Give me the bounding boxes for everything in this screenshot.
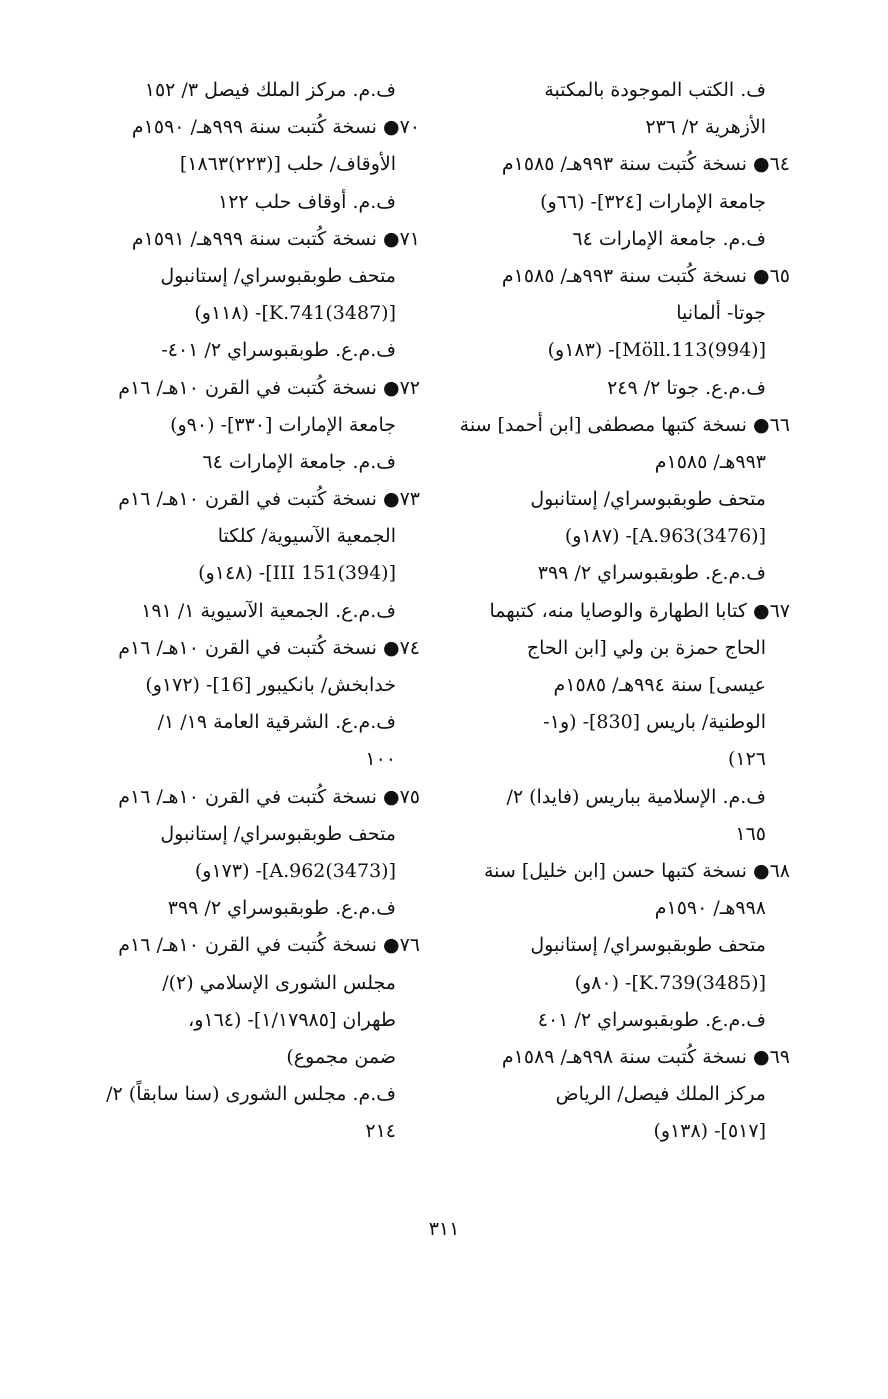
text-line: جامعة الإمارات [٣٣٠]- (٩٠و): [170, 413, 396, 436]
text-line: متحف طوبقبوسراي/ إستانبول: [160, 822, 396, 845]
text-line: ٧٤● نسخة كُتبت في القرن ١٠هـ/ ١٦م: [118, 636, 420, 659]
text-line: ف.م.ع. طوبقبوسراي ٢/ ٣٩٩: [167, 897, 396, 920]
page-number: ٣١١: [428, 1218, 460, 1240]
text-line: ف.م. مجلس الشورى (سنا سابقاً) ٢/: [106, 1083, 396, 1106]
text-line: عيسى] سنة ٩٩٤هـ/ ١٥٨٥م: [553, 674, 766, 696]
text-line: [III 151(394)]- (١٤٨و): [198, 562, 396, 585]
text-line: ٦٤● نسخة كُتبت سنة ٩٩٣هـ/ ١٥٨٥م: [501, 153, 790, 176]
text-line: الأوقاف/ حلب [(٢٢٣)١٨٦٣]: [179, 153, 396, 176]
text-line: ٧٦● نسخة كُتبت في القرن ١٠هـ/ ١٦م: [118, 934, 420, 957]
text-line: [Möll.113(994)]- (١٨٣و): [547, 339, 766, 362]
text-line: ف.م.ع. الجمعية الآسيوية ١/ ١٩١: [141, 599, 396, 622]
text-line: [A.963(3476)]- (١٨٧و): [564, 525, 766, 548]
text-line: ٦٦● نسخة كتبها مصطفى [ابن أحمد] سنة: [459, 413, 790, 436]
text-line: [A.962(3473)]- (١٧٣و): [194, 859, 396, 882]
text-line: ٢١٤: [365, 1120, 396, 1143]
text-line: مركز الملك فيصل/ الرياض: [555, 1083, 766, 1106]
text-line: الوطنية/ باريس [830]- (و١-: [543, 711, 766, 734]
text-line: ف.م.ع. طوبقبوسراي ٢/ ٤٠١-: [161, 339, 396, 362]
text-line: متحف طوبقبوسراي/ إستانبول: [530, 934, 766, 957]
text-line: ١٢٦): [727, 748, 766, 771]
text-line: ف.م.ع. طوبقبوسراي ٢/ ٤٠١: [537, 1008, 766, 1031]
text-line: ١٠٠: [365, 748, 396, 771]
text-line: جامعة الإمارات [٣٢٤]- (٦٦و): [540, 190, 766, 213]
text-line: ١٦٥: [735, 822, 766, 845]
left-column: [50, 72, 420, 1150]
text-line: ضمن مجموع): [286, 1045, 396, 1068]
text-line: مجلس الشورى الإسلامي (٢)/: [162, 971, 396, 994]
text-line: ف.م.ع. جوتا ٢/ ٢٤٩: [607, 376, 766, 399]
text-line: ف.م. الإسلامية بباريس (فايدا) ٢/: [506, 785, 766, 808]
text-line: ٩٩٨هـ/ ١٥٩٠م: [654, 897, 766, 920]
text-line: ٦٨● نسخة كتبها حسن [ابن خليل] سنة: [484, 859, 790, 882]
text-line: الأزهرية ٢/ ٢٣٦: [645, 116, 766, 139]
text-line: متحف طوبقبوسراي/ إستانبول: [160, 264, 396, 287]
text-line: [K.739(3485)]- (٨٠و): [574, 971, 766, 994]
text-line: ٧٥● نسخة كُتبت في القرن ١٠هـ/ ١٦م: [118, 785, 420, 808]
text-line: ف.م. أوقاف حلب ١٢٢: [218, 190, 396, 213]
text-line: ف.م. جامعة الإمارات ٦٤: [202, 450, 396, 473]
text-line: ٧٠● نسخة كُتبت سنة ٩٩٩هـ/ ١٥٩٠م: [131, 116, 420, 139]
text-line: طهران [١/١٧٩٨٥]- (١٦٤و،: [188, 1008, 396, 1031]
text-line: ٦٩● نسخة كُتبت سنة ٩٩٨هـ/ ١٥٨٩م: [501, 1045, 790, 1068]
text-line: ٧١● نسخة كُتبت سنة ٩٩٩هـ/ ١٥٩١م: [131, 227, 420, 250]
text-line: ٦٧● كتابا الطهارة والوصايا منه، كتبهما: [489, 599, 790, 622]
text-line: جوتا- ألمانيا: [676, 302, 766, 325]
text-line: ف.م. مركز الملك فيصل ٣/ ١٥٢: [144, 79, 396, 101]
text-line: [K.741(3487)]- (١١٨و): [194, 302, 396, 325]
text-line: متحف طوبقبوسراي/ إستانبول: [530, 488, 766, 511]
text-line: [٥١٧]- (١٣٨و): [653, 1120, 766, 1143]
text-line: ف.م.ع. الشرقية العامة ١٩/ ١/: [157, 711, 396, 734]
text-line: ف. الكتب الموجودة بالمكتبة: [544, 79, 766, 101]
text-line: ٩٩٣هـ/ ١٥٨٥م: [654, 450, 766, 473]
text-line: ف.م. جامعة الإمارات ٦٤: [572, 227, 766, 250]
right-column: [430, 72, 790, 1150]
text-line: الحاج حمزة بن ولي [ابن الحاج: [526, 636, 766, 659]
text-line: ٧٢● نسخة كُتبت في القرن ١٠هـ/ ١٦م: [118, 376, 420, 399]
text-line: ٧٣● نسخة كُتبت في القرن ١٠هـ/ ١٦م: [118, 488, 420, 511]
text-line: ٦٥● نسخة كُتبت سنة ٩٩٣هـ/ ١٥٨٥م: [501, 264, 790, 287]
text-line: ف.م.ع. طوبقبوسراي ٢/ ٣٩٩: [537, 562, 766, 585]
text-line: خدابخش/ بانكيبور [16]- (١٧٢و): [145, 674, 396, 696]
text-line: الجمعية الآسيوية/ كلكتا: [217, 525, 396, 548]
